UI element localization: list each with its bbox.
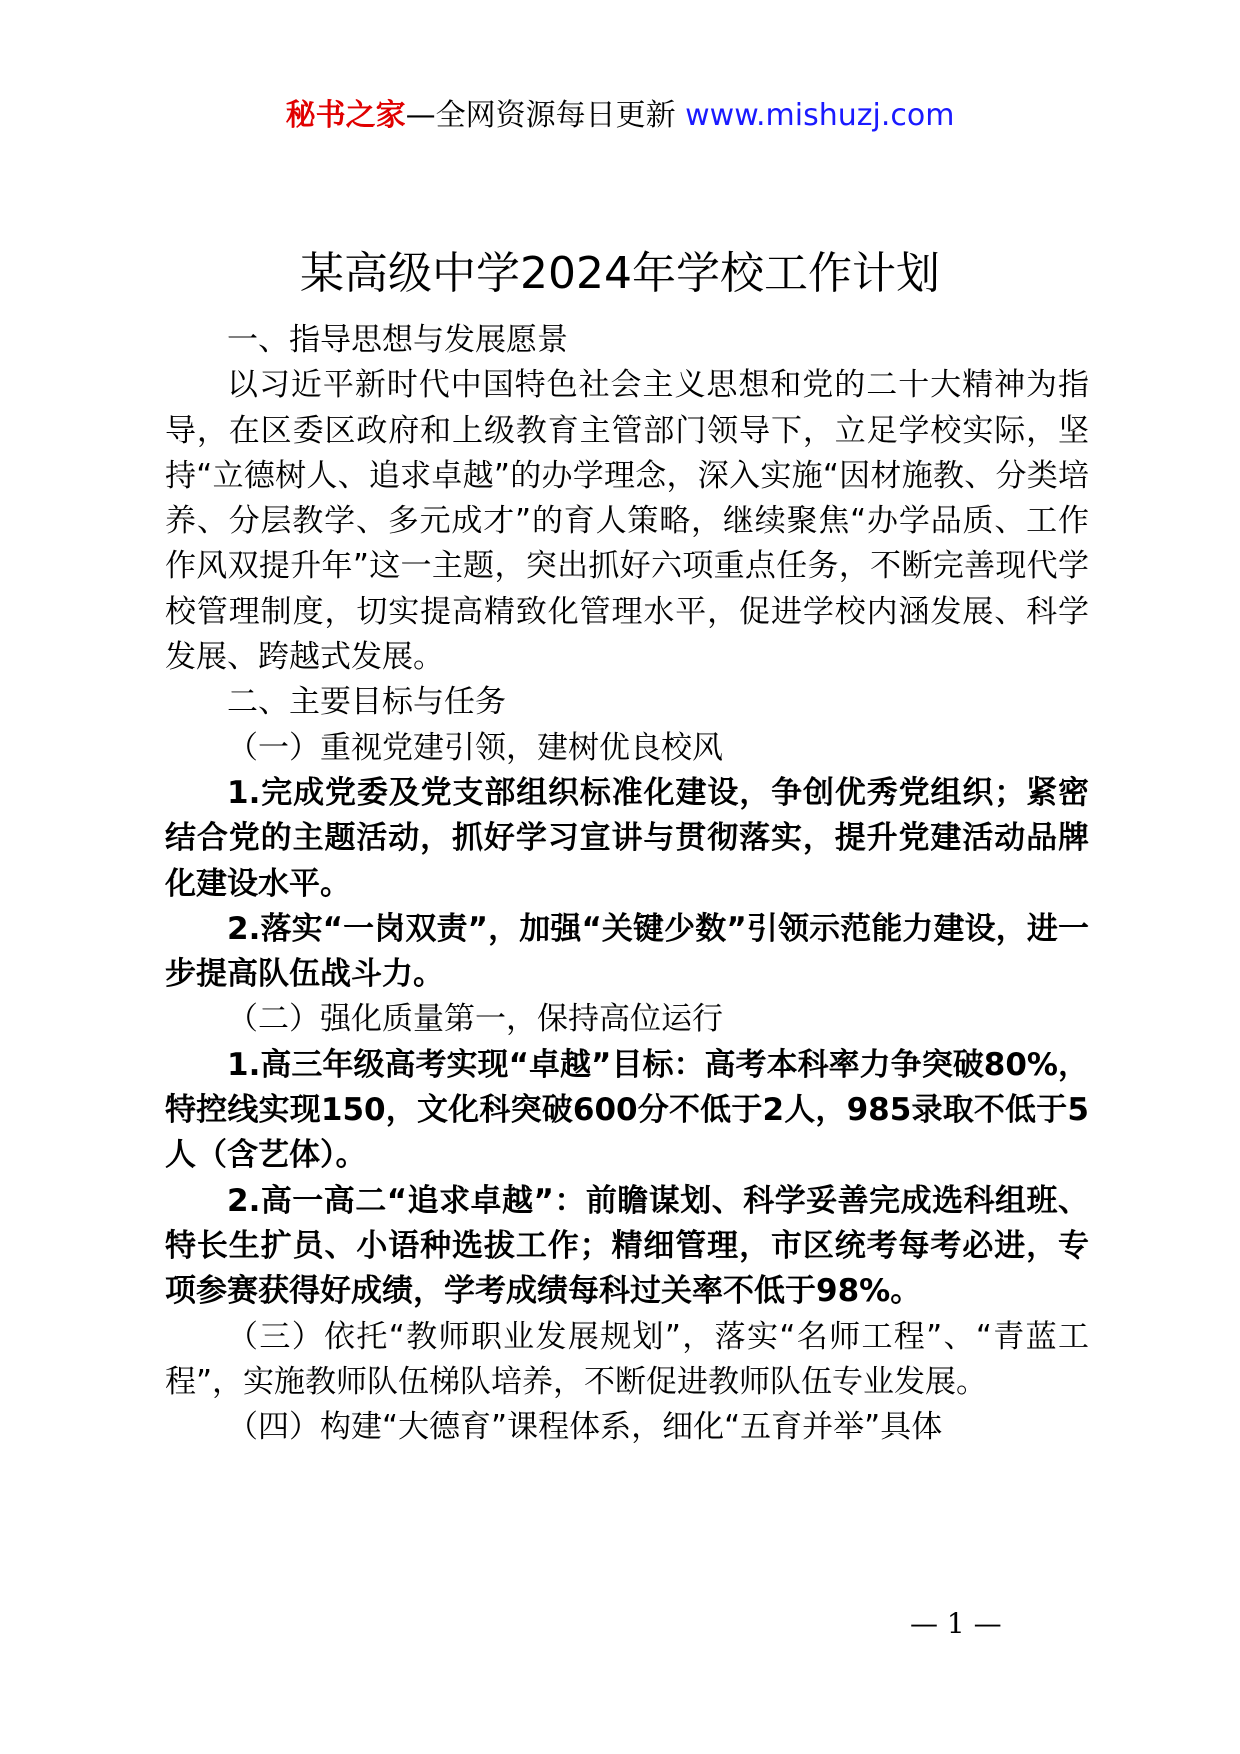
document-title: 某高级中学2024年学校工作计划	[300, 248, 940, 299]
site-url[interactable]: www.mishuzj.com	[685, 98, 955, 133]
paragraph-1: 以习近平新时代中国特色社会主义思想和党的二十大精神为指导，在区委区政府和上级教育主管部门领导下，立足学校实际，坚持“立德树人、追求卓越”的办学理念，深入实施“因材施教、分类培养、分层教学、多元成才”的育人策略，继续聚焦“办学品质、工作作风双提升年”这一主题，突出抓好六项重点任务，不断完善现代学校管理制度，切实提高精致化管理水平，促进学校内涵发展、科学发展、跨越式发展。	[165, 367, 1089, 676]
page-number: — 1 —	[910, 1607, 1002, 1640]
paragraph-2: 二、主要目标与任务	[227, 684, 506, 721]
paragraph-4: 1.完成党委及党支部组织标准化建设，争创优秀党组织；紧密结合党的主题活动，抓好学习宣讲与贯彻落实，提升党建活动品牌化建设水平。	[165, 774, 1089, 902]
paragraph-8: 2.高一高二“追求卓越”：前瞻谋划、科学妥善完成选科组班、特长生扩员、小语种选拔工作；精细管理，市区统考每考必进，专项参赛获得好成绩，学考成绩每科过关率不低于98%。	[165, 1182, 1089, 1310]
paragraph-5: 2.落实“一岗双责”，加强“关键少数”引领示范能力建设，进一步提高队伍战斗力。	[165, 910, 1089, 993]
paragraph-0: 一、指导思想与发展愿景	[227, 322, 568, 358]
site-tagline: —全网资源每日更新	[405, 98, 686, 133]
document-body	[165, 318, 1089, 1450]
paragraph-10: （四）构建“大德育”课程体系，细化“五育并举”具体	[227, 1409, 943, 1446]
paragraph-6: （二）强化质量第一，保持高位运行	[227, 1001, 723, 1038]
paragraph-9: （三）依托“教师职业发展规划”，落实“名师工程”、“青蓝工程”，实施教师队伍梯队培养，不断促进教师队伍专业发展。	[165, 1318, 1089, 1400]
site-brand: 秘书之家	[285, 98, 406, 133]
paragraph-3: （一）重视党建引领，建树优良校风	[227, 729, 723, 766]
paragraph-7: 1.高三年级高考实现“卓越”目标：高考本科率力争突破80%，特控线实现150，文化科突破600分不低于2人，985录取不低于5人（含艺体）。	[165, 1046, 1089, 1174]
site-header	[0, 96, 1240, 136]
